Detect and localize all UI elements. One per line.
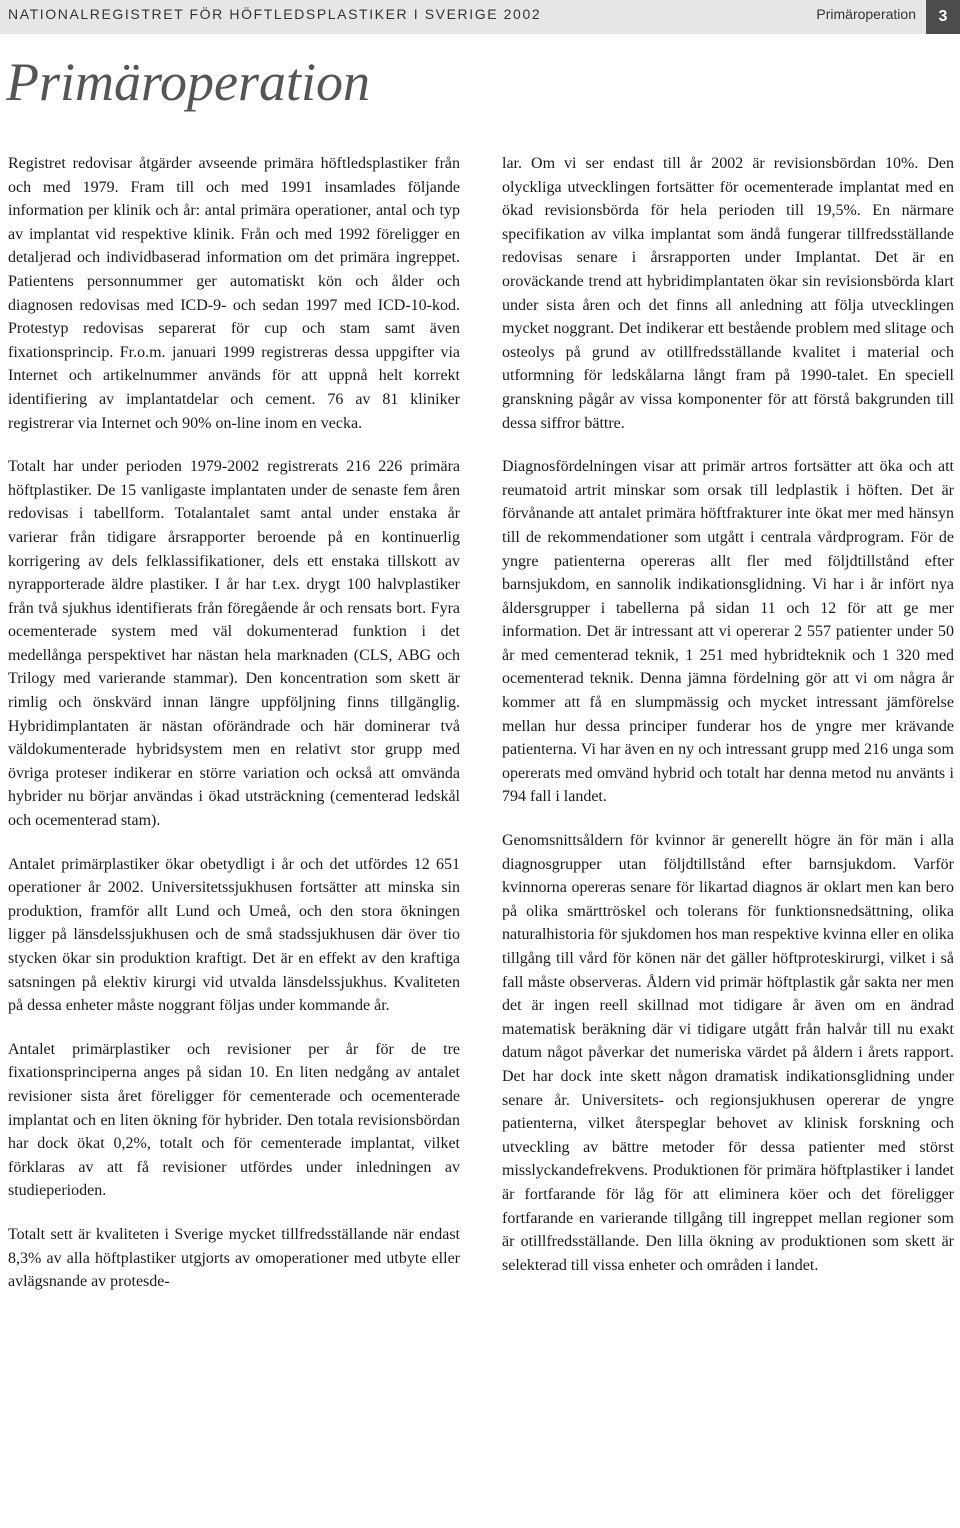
- page-title: Primäroperation: [6, 52, 370, 112]
- paragraph: Registret redovisar åtgärder avseende primära höftledsplastiker från och med 1979. Fram till och med 1991 insamlades följande information per klinik och år: antal primära operationer, antal och typ av implantat vid respektive klinik. Från och med 1992 föreligger en detaljerad och individbaserad information om det primära ingreppet. Patientens personnummer ger automatiskt kön och ålder och diagnosen redovisas med ICD-9- och sedan 1997 med ICD-10-kod. Protestyp redovisas separerat för cup och stam samt även fixationsprincip. Fr.o.m. januari 1999 registreras dessa uppgifter via Internet och artikelnummer används för att uppnå helt korrekt identifiering av implantatdelar och cement. 76 av 81 kliniker registrerar via Internet och 90% on-line inom en vecka.: [8, 155, 460, 432]
- page-number: 3: [926, 0, 960, 34]
- paragraph: Genomsnittsåldern för kvinnor är generellt högre än för män i alla diagnosgrupper utan följdtillstånd efter barnsjukdom. Varför kvinnorna opereras senare för likartad diagnos är oklart men kan bero på olika smärttröskel och tolerans för funktionsnedsättning, olika naturalhistoria för sjukdomen hos man respektive kvinna eller en olika tillgång till vård för könen när det gäller höftproteskirurgi, vilket i så fall måste observeras. Åldern vid primär höftplastik går sakta ner men det är ingen reell skillnad mot tidigare år även om en ändrad matematisk beräkning där vi tidigare utgått från halvår till nu exakt datum något påverkar det numeriska värdet på åldern i årets rapport. Det har dock inte skett någon dramatisk indikationsglidning under senare år. Universitets- och regionsjukhusen opererar de yngre patienterna, vilket återspeglar behovet av klinisk forskning och utveckling av bättre metoder för dessa patienter med störst misslyckandefrekvens. Produktionen för primära höftplastiker i landet är fortfarande för låg för att eliminera köer och det föreligger fortfarande en varierande tillgång till ingreppet mellan regioner som är otillfredsställande. Den lilla ökning av produktionen som skett är selekterad till vissa enheter och områden i landet.: [502, 832, 954, 1274]
- left-column: [8, 152, 460, 1294]
- right-column: [502, 152, 954, 1277]
- running-header: [0, 0, 960, 34]
- running-title: NATIONALREGISTRET FÖR HÖFTLEDSPLASTIKER I SVERIGE 2002: [8, 6, 542, 22]
- paragraph: Diagnosfördelningen visar att primär artros fortsätter att öka och att reumatoid artrit minskar som orsak till ledplastik i höften. Det är förvånande att antalet primära höftfrakturer inte ökat mer med hänsyn till de rekommendationer som utgått i centrala vårdprogram. För de yngre patienterna opereras allt fler med följdtillstånd efter barnsjukdom, en sannolik indikationsglidning. Vi har i år infört nya åldersgrupper i tabellerna på sidan 11 och 12 för att ge mer information. Det är intressant att vi opererar 2 557 patienter under 50 år med cementerad teknik, 1 251 med hybridteknik och 1 320 med ocementerad teknik. Denna jämna fördelning gör att vi om några år kommer att få en slumpmässig och mycket intressant jämförelse mellan hur dessa principer funderar hos de yngre mer krävande patienterna. Vi har även en ny och intressant grupp med 216 unga som opererats med omvänd hybrid och totalt har denna metod nu använts i 794 fall i landet.: [502, 458, 954, 806]
- section-label: Primäroperation: [816, 6, 916, 22]
- paragraph: Totalt sett är kvaliteten i Sverige mycket tillfredsställande när endast 8,3% av alla höftplastiker utgjorts av omoperationer med utbyte eller avlägsnande av protesde-: [8, 1225, 460, 1291]
- paragraph: lar. Om vi ser endast till år 2002 är revisionsbördan 10%. Den olyckliga utvecklingen fortsätter för ocementerade implantat med en ökad revisionsbörda för hela perioden till 19,5%. En närmare specifikation av vilka implantat som ändå fungerar tillfredsställande redovisas senare i årsrapporten under Implantat. Det är en oroväckande trend att hybridimplantaten ökar sin revisionsbörda klart under sista åren och det finns all anledning att följa utvecklingen mycket noggrant. Det indikerar ett bestående problem med slitage och osteolys på grund av otillfredsställande kvalitet i material och utformning för ledskålarna långt fram på 1990-talet. En speciell granskning pågår av vissa komponenter för att förstå bakgrunden till dessa siffror bättre.: [502, 155, 954, 432]
- paragraph: Antalet primärplastiker och revisioner per år för de tre fixationsprinciperna anges på sidan 10. En liten nedgång av antalet revisioner sista året föreligger för cementerade och ocementerade implantat och en liten ökning för hybrider. Den totala revisionsbördan har dock ökat 0,2%, totalt och för cementerade implantat, vilket förklaras av att få revisioner utfördes under inledningen av studieperioden.: [8, 1040, 460, 1200]
- paragraph: Totalt har under perioden 1979-2002 registrerats 216 226 primära höftplastiker. De 15 vanligaste implantaten under de senaste fem åren redovisas i tabellform. Totalantalet samt antal under enstaka år varierar från tidigare årsrapporter beroende på en kontinuerlig korrigering av dels felklassifikationer, dels ett enstaka tillskott av nyrapporterade äldre plastiker. I år har t.ex. drygt 100 halvplastiker från två sjukhus identifierats från föregående år och rensats bort. Fyra ocementerade system med väl dokumenterad funktion i det medellånga perspektivet har nästan hela marknaden (CLS, ABG och Trilogy med varierande stammar). Den koncentration som skett är rimlig och önskvärd innan längre uppföljning finns tillgänglig. Hybridimplantaten är nästan oförändrade och här dominerar två väldokumenterade hybridsystem men en relativt stor grupp med övriga proteser indikerar en större variation och också att omvända hybrider nu börjar användas i ökad utsträckning (cementerad ledskål och ocementerad stam).: [8, 458, 460, 830]
- paragraph: Antalet primärplastiker ökar obetydligt i år och det utfördes 12 651 operationer år 2002. Universitetssjukhusen fortsätter att minska sin produktion, framför allt Lund och Umeå, och den stora ökningen ligger på länsdelssjukhusen och de små stadssjukhusen där över tio stycken ökar sin produktion kraftigt. Det är en effekt av den kraftiga satsningen på elektiv kirurgi vid utvalda länsdelssjukhus. Kvaliteten på dessa enheter måste noggrant följas under kommande år.: [8, 855, 460, 1015]
